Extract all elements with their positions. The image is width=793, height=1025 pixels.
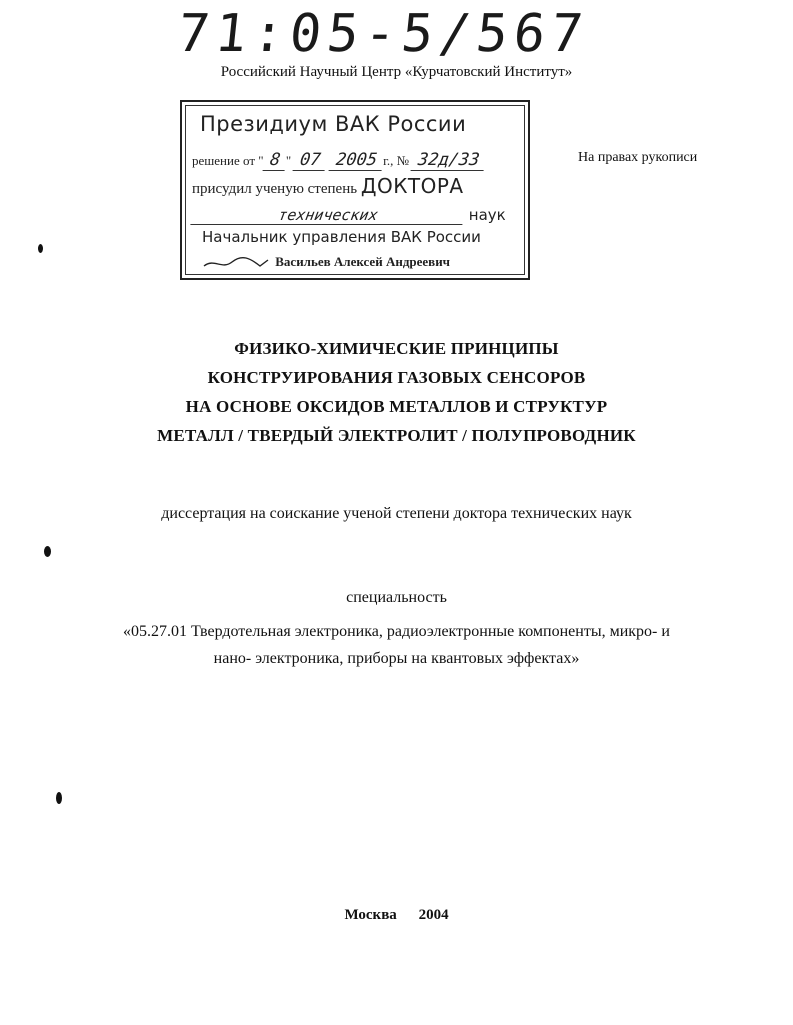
stamp-head: Начальник управления ВАК России (202, 228, 481, 246)
awarded-degree: ДОКТОРА (360, 174, 464, 198)
decision-suffix: г., № (383, 153, 410, 168)
awarded-prefix: присудил ученую степень (192, 181, 358, 197)
city-year (0, 907, 793, 924)
specialty-line: нано- электроника, приборы на квантовых эффектах» (213, 650, 580, 667)
decision-month: 07 (293, 150, 328, 171)
decision-number: 32д/33 (411, 150, 487, 171)
title-line: НА ОСНОВЕ ОКСИДОВ МЕТАЛЛОВ И СТРУКТУР (185, 397, 608, 416)
manuscript-note: На правах рукописи (578, 150, 698, 165)
science-handwritten: технических (190, 206, 465, 225)
institution-name: Российский Научный Центр «Курчатовский Институт» (220, 64, 573, 80)
signature-icon (202, 256, 272, 270)
scan-speck (38, 244, 43, 253)
stamp-awarded (192, 174, 464, 198)
scan-speck (56, 792, 62, 804)
decision-prefix: решение от " (192, 153, 264, 168)
title-line: ФИЗИКО-ХИМИЧЕСКИЕ ПРИНЦИПЫ (234, 339, 559, 358)
scan-speck (44, 546, 51, 557)
stamp-signer (202, 254, 450, 270)
stamp-title: Президиум ВАК России (200, 112, 467, 136)
stamp-science (192, 206, 518, 225)
thesis-title (0, 334, 793, 450)
city: Москва (344, 907, 397, 923)
decision-day: 8 (262, 150, 287, 171)
year: 2004 (418, 907, 449, 923)
specialty-text (0, 618, 793, 672)
specialty-line: «05.27.01 Твердотельная электроника, радиоэлектронные компоненты, микро- и (123, 623, 670, 640)
title-line: КОНСТРУИРОВАНИЯ ГАЗОВЫХ СЕНСОРОВ (207, 368, 586, 387)
signer-name: Васильев Алексей Андреевич (275, 254, 451, 269)
specialty-label: специальность (346, 589, 447, 606)
science-suffix: наук (468, 206, 506, 224)
decision-year: 2005 (329, 150, 385, 171)
decision-sep: " (285, 153, 292, 168)
dissertation-type: диссертация на соискание ученой степени доктора технических наук (161, 505, 632, 522)
vak-stamp (180, 100, 530, 280)
title-line: МЕТАЛЛ / ТВЕРДЫЙ ЭЛЕКТРОЛИТ / ПОЛУПРОВОДНИК (157, 426, 636, 445)
handwritten-catalog-number: 71:05-5/567 (174, 4, 592, 64)
stamp-decision (192, 150, 486, 171)
